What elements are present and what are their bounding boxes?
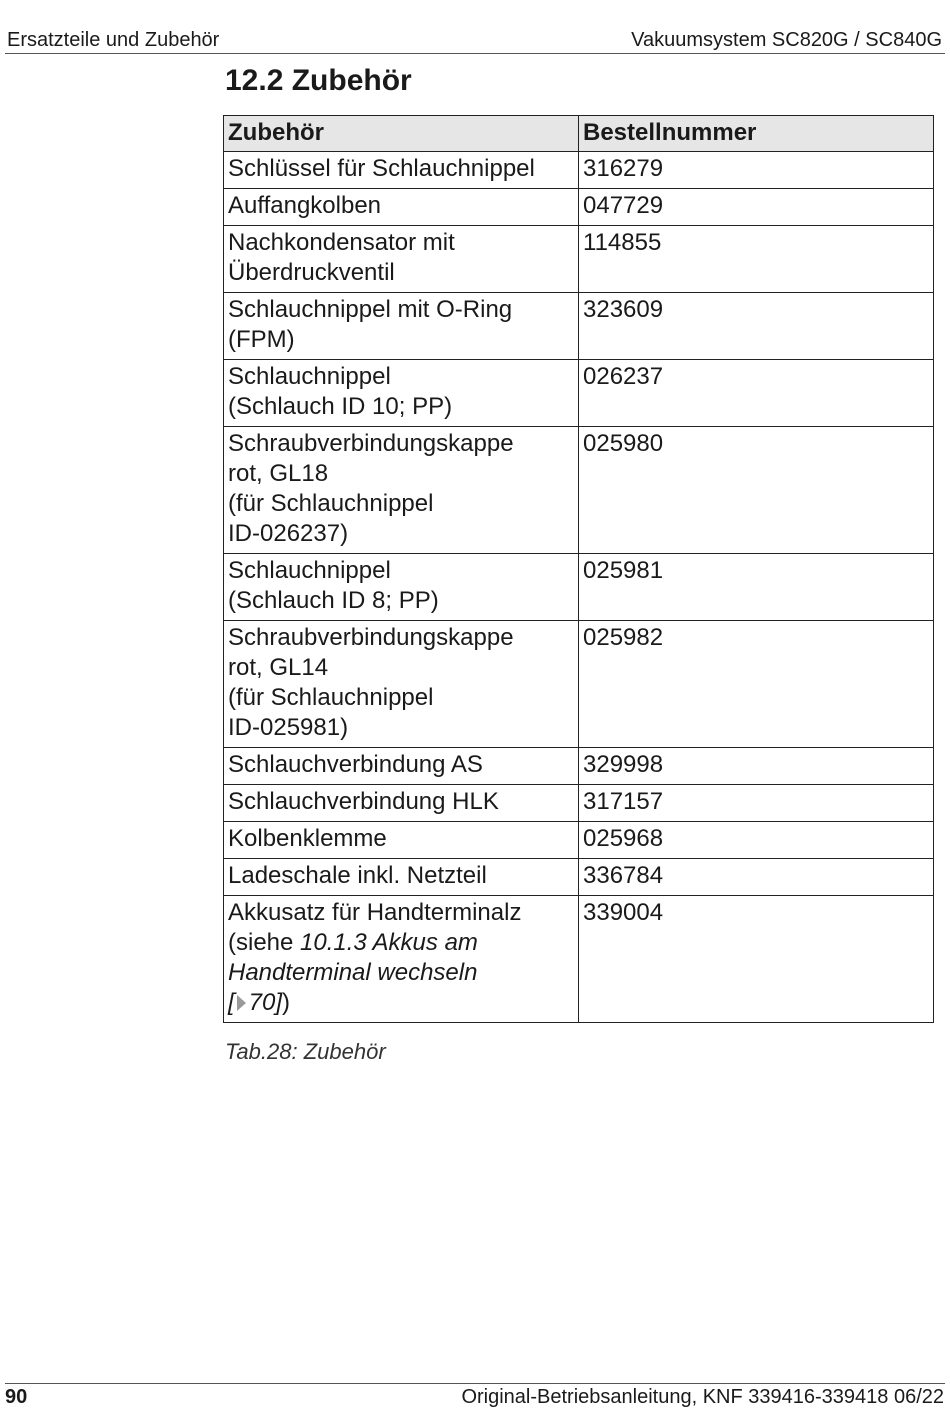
page-number: 90 (5, 1386, 28, 1408)
running-header-chapter: Ersatzteile und Zubehör (7, 29, 220, 51)
accessory-name-text: Akkusatz für Handterminalz (228, 899, 522, 926)
table-row (224, 226, 934, 293)
table-row (224, 293, 934, 360)
accessory-name: Schlauchnippel mit O-Ring (FPM) (224, 293, 579, 360)
accessory-name (224, 896, 579, 1023)
accessory-name: Auffangkolben (224, 189, 579, 226)
page-reference[interactable] (228, 989, 282, 1016)
table-row (224, 554, 934, 621)
running-header-product: Vakuumsystem SC820G / SC840G (631, 29, 942, 51)
accessory-name: Nachkondensator mit Überdruckventil (224, 226, 579, 293)
cross-reference-link[interactable]: 10.1.3 Akkus am Handterminal wechseln (228, 929, 478, 986)
reference-open: (siehe (228, 929, 301, 956)
order-number: 025980 (579, 427, 934, 554)
table-row (224, 896, 934, 1023)
reference-close: ) (282, 989, 291, 1016)
accessory-name: Schlauchnippel (Schlauch ID 8; PP) (224, 554, 579, 621)
table-row (224, 621, 934, 748)
column-header-accessory: Zubehör (224, 116, 579, 152)
accessories-table (223, 115, 934, 1023)
order-number: 026237 (579, 360, 934, 427)
accessory-name: Ladeschale inkl. Netzteil (224, 859, 579, 896)
table-caption: Tab.28: Zubehör (225, 1039, 386, 1064)
arrow-right-icon (237, 995, 246, 1011)
accessory-name: Schraubverbindungskappe rot, GL14 (für Schlauchnippel ID-025981) (224, 621, 579, 748)
order-number: 025981 (579, 554, 934, 621)
order-number: 317157 (579, 785, 934, 822)
order-number: 339004 (579, 896, 934, 1023)
table-header-row (224, 116, 934, 152)
table-row (224, 427, 934, 554)
accessory-name: Schlauchverbindung HLK (224, 785, 579, 822)
table-row (224, 748, 934, 785)
document-reference: Original-Betriebsanleitung, KNF 339416-339418 06/22 (461, 1386, 944, 1408)
accessory-name: Schlauchnippel (Schlauch ID 10; PP) (224, 360, 579, 427)
accessory-name: Kolbenklemme (224, 822, 579, 859)
page-ref-open: [ (228, 989, 235, 1016)
footer-divider (5, 1383, 945, 1384)
order-number: 114855 (579, 226, 934, 293)
table-row (224, 822, 934, 859)
order-number: 025982 (579, 621, 934, 748)
accessory-name: Schlüssel für Schlauchnippel (224, 152, 579, 189)
section-title: 12.2 Zubehör (225, 64, 412, 97)
order-number: 316279 (579, 152, 934, 189)
order-number: 025968 (579, 822, 934, 859)
accessory-name: Schraubverbindungskappe rot, GL18 (für Schlauchnippel ID-026237) (224, 427, 579, 554)
table-row (224, 360, 934, 427)
order-number: 336784 (579, 859, 934, 896)
order-number: 047729 (579, 189, 934, 226)
table-row (224, 785, 934, 822)
order-number: 323609 (579, 293, 934, 360)
column-header-order-number: Bestellnummer (579, 116, 934, 152)
table-row (224, 859, 934, 896)
page-ref-number: 70] (248, 989, 283, 1016)
table-row (224, 152, 934, 189)
header-divider (5, 53, 945, 54)
table-row (224, 189, 934, 226)
accessory-name: Schlauchverbindung AS (224, 748, 579, 785)
order-number: 329998 (579, 748, 934, 785)
